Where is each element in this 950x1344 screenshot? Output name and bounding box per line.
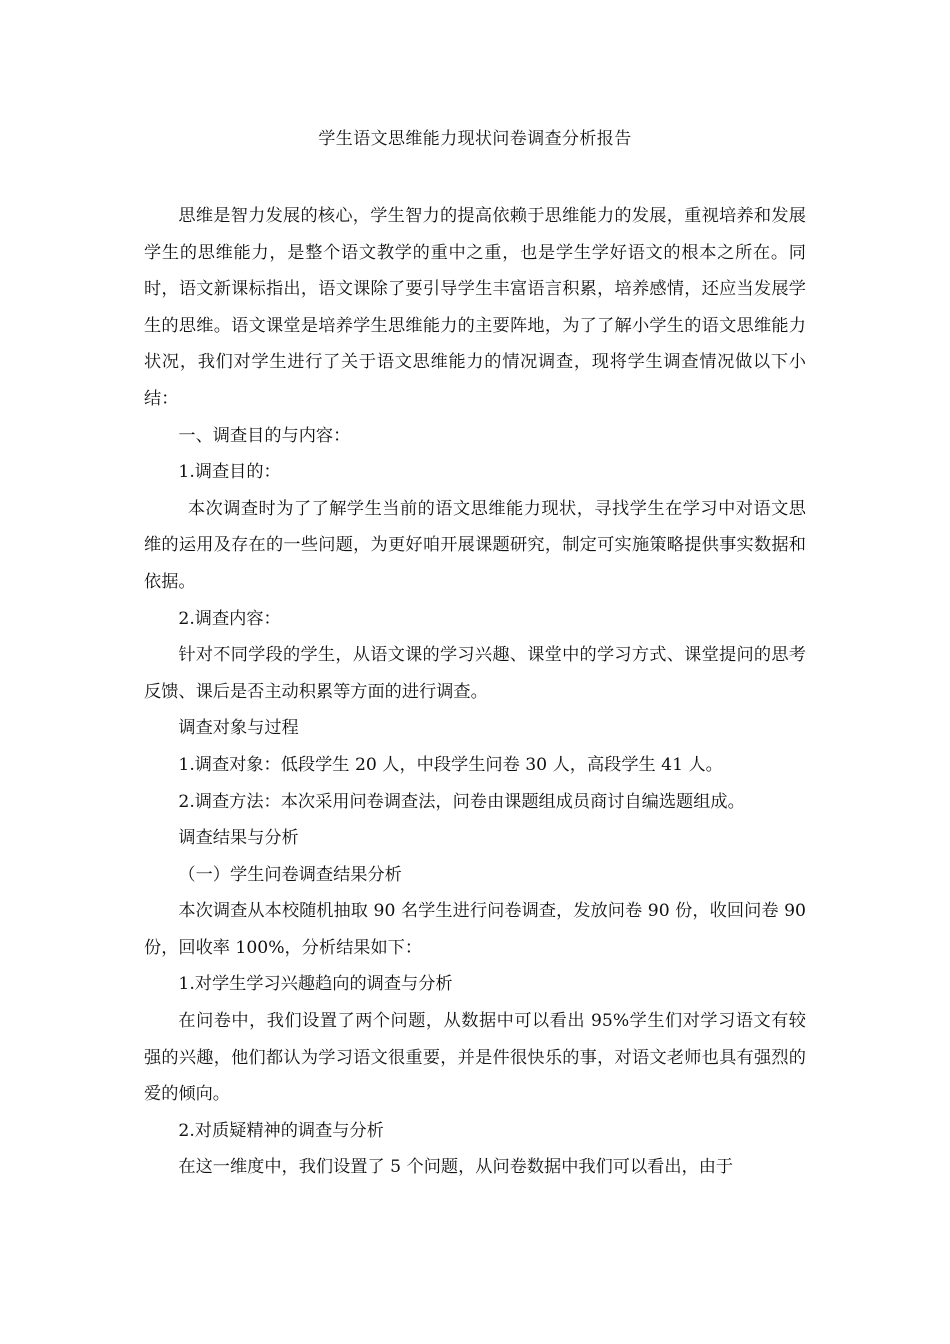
subheading-interest: 1.对学生学习兴趣趋向的调查与分析 [178, 974, 453, 995]
heading-purpose-content: 一、调查目的与内容： [178, 425, 351, 446]
document-title: 学生语文思维能力现状问卷调查分析报告 [318, 129, 632, 149]
paragraph-method: 2.调查方法：本次采用问卷调查法，问卷由课题组成员商讨自编选题组成。 [178, 791, 745, 812]
subheading-questioning: 2.对质疑精神的调查与分析 [178, 1120, 384, 1141]
subheading-purpose: 1.调查目的： [178, 462, 281, 483]
subheading-student-survey: （一）学生问卷调查结果分析 [178, 864, 402, 885]
heading-results-analysis: 调查结果与分析 [178, 828, 299, 849]
paragraph-interest: 在问卷中，我们设置了两个问题，从数据中可以看出 95%学生们对学习语文有较强的兴趣，他们都认为学习语文很重要，并是件很快乐的事，对语文老师也具有强烈的爱的倾向。 [144, 1011, 806, 1105]
paragraph-content: 针对不同学段的学生，从语文课的学习兴趣、课堂中的学习方式、课堂提问的思考反馈、课后是否主动积累等方面的进行调查。 [144, 645, 806, 702]
heading-subjects-process: 调查对象与过程 [178, 718, 299, 739]
document-body [144, 198, 806, 1186]
paragraph-questioning: 在这一维度中，我们设置了 5 个问题，从问卷数据中我们可以看出，由于 [178, 1157, 734, 1178]
paragraph-intro: 思维是智力发展的核心，学生智力的提高依赖于思维能力的发展，重视培养和发展学生的思维能力，是整个语文教学的重中之重，也是学生学好语文的根本之所在。同时，语文新课标指出，语文课除了要引导学生丰富语言积累，培养感情，还应当发展学生的思维。语文课堂是培养学生思维能力的主要阵地，为了了解小学生的语文思维能力状况，我们对学生进行了关于语文思维能力的情况调查，现将学生调查情况做以下小结： [144, 206, 806, 409]
paragraph-sample: 本次调查从本校随机抽取 90 名学生进行问卷调查，发放问卷 90 份，收回问卷 90 份，回收率 100%，分析结果如下： [144, 901, 806, 958]
paragraph-subjects: 1.调查对象：低段学生 20 人，中段学生问卷 30 人，高段学生 41 人。 [178, 754, 723, 775]
subheading-content: 2.调查内容： [178, 608, 281, 629]
paragraph-purpose: 本次调查时为了了解学生当前的语文思维能力现状，寻找学生在学习中对语文思维的运用及存在的一些问题，为更好咱开展课题研究，制定可实施策略提供事实数据和依据。 [144, 498, 806, 592]
